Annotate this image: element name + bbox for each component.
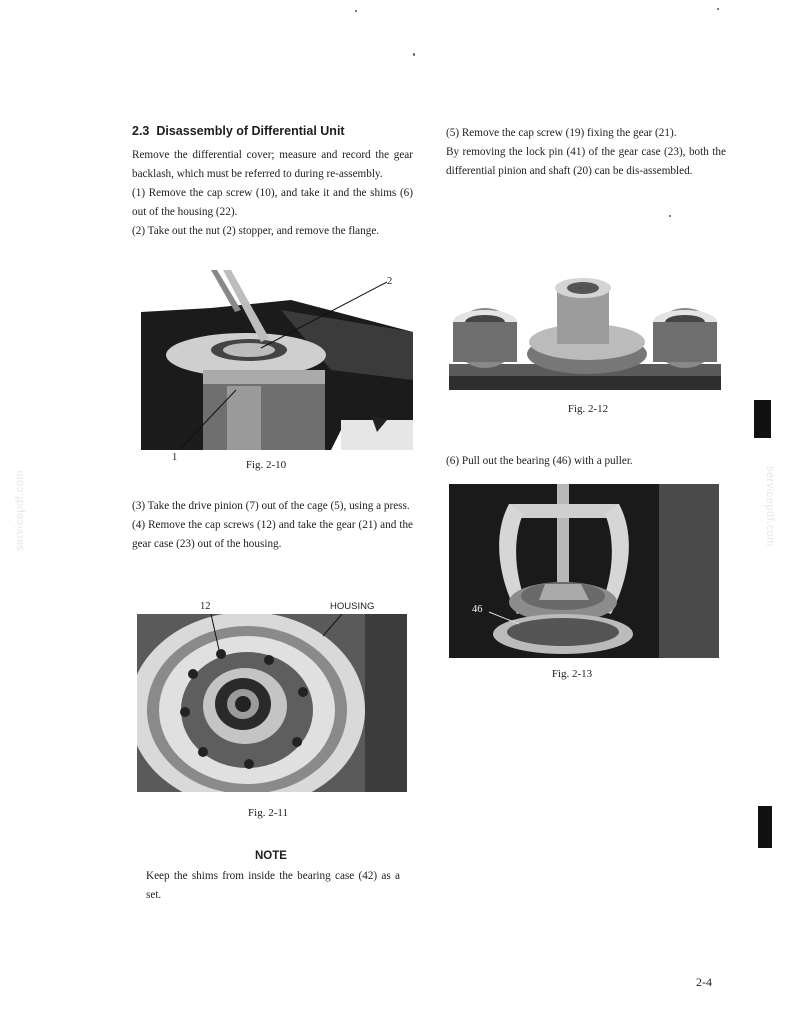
step-1: (1) Remove the cap screw (10), and take it and the shims (6) out of the housing (22). bbox=[132, 187, 413, 218]
fig-2-10-photo bbox=[141, 270, 413, 450]
right-text-block bbox=[446, 124, 726, 181]
fig-2-10-callout-2: 2 bbox=[387, 276, 393, 287]
fig-2-13-callout-46: 46 bbox=[472, 604, 483, 615]
step-5: (5) Remove the cap screw (19) fixing the gear (21). bbox=[446, 127, 677, 139]
note-heading: NOTE bbox=[255, 850, 287, 862]
left-text-block-2 bbox=[132, 497, 413, 554]
note-block bbox=[146, 867, 400, 905]
fig-2-12-photo bbox=[449, 276, 721, 390]
scan-speck bbox=[355, 10, 357, 12]
fig-2-10-caption: Fig. 2-10 bbox=[245, 459, 287, 471]
left-text-block bbox=[132, 146, 413, 241]
watermark-right: servicepdf.com bbox=[764, 466, 776, 547]
section-number: 2.3 bbox=[132, 124, 150, 138]
fig-2-10-callout-1: 1 bbox=[172, 452, 178, 463]
scan-speck bbox=[717, 8, 719, 10]
fig-2-11-photo bbox=[137, 614, 407, 792]
right-text-block-2 bbox=[446, 452, 726, 471]
scan-speck bbox=[669, 215, 671, 217]
fig-2-11-callout-12: 12 bbox=[200, 601, 211, 612]
section-tab-marker bbox=[754, 400, 771, 438]
fig-2-13-caption: Fig. 2-13 bbox=[551, 668, 593, 680]
page-number: 2-4 bbox=[696, 975, 712, 989]
section-title: Disassembly of Differential Unit bbox=[156, 124, 345, 138]
step-3: (3) Take the drive pinion (7) out of the cage (5), using a press. bbox=[132, 500, 410, 512]
fig-2-13-photo bbox=[449, 484, 719, 658]
section-tab-marker bbox=[758, 806, 772, 848]
step-4: (4) Remove the cap screws (12) and take the gear (21) and the gear case (23) out of the housing. bbox=[132, 519, 413, 550]
intro-paragraph: Remove the differential cover; measure and record the gear backlash, which must be referred to during re-assembly. bbox=[132, 149, 413, 180]
fig-2-12-caption: Fig. 2-12 bbox=[567, 403, 609, 415]
step-5-detail: By removing the lock pin (41) of the gear case (23), both the differential pinion and shaft (20) can be dis-assembled. bbox=[446, 146, 726, 177]
note-text: Keep the shims from inside the bearing case (42) as a set. bbox=[146, 870, 400, 901]
step-2: (2) Take out the nut (2) stopper, and remove the flange. bbox=[132, 225, 380, 237]
fig-2-11-caption: Fig. 2-11 bbox=[248, 807, 288, 819]
step-6: (6) Pull out the bearing (46) with a puller. bbox=[446, 455, 633, 467]
watermark-left: servicepdf.com bbox=[14, 470, 26, 551]
scan-speck bbox=[413, 53, 415, 56]
section-heading bbox=[132, 124, 432, 138]
fig-2-11-callout-housing: HOUSING bbox=[330, 601, 375, 612]
